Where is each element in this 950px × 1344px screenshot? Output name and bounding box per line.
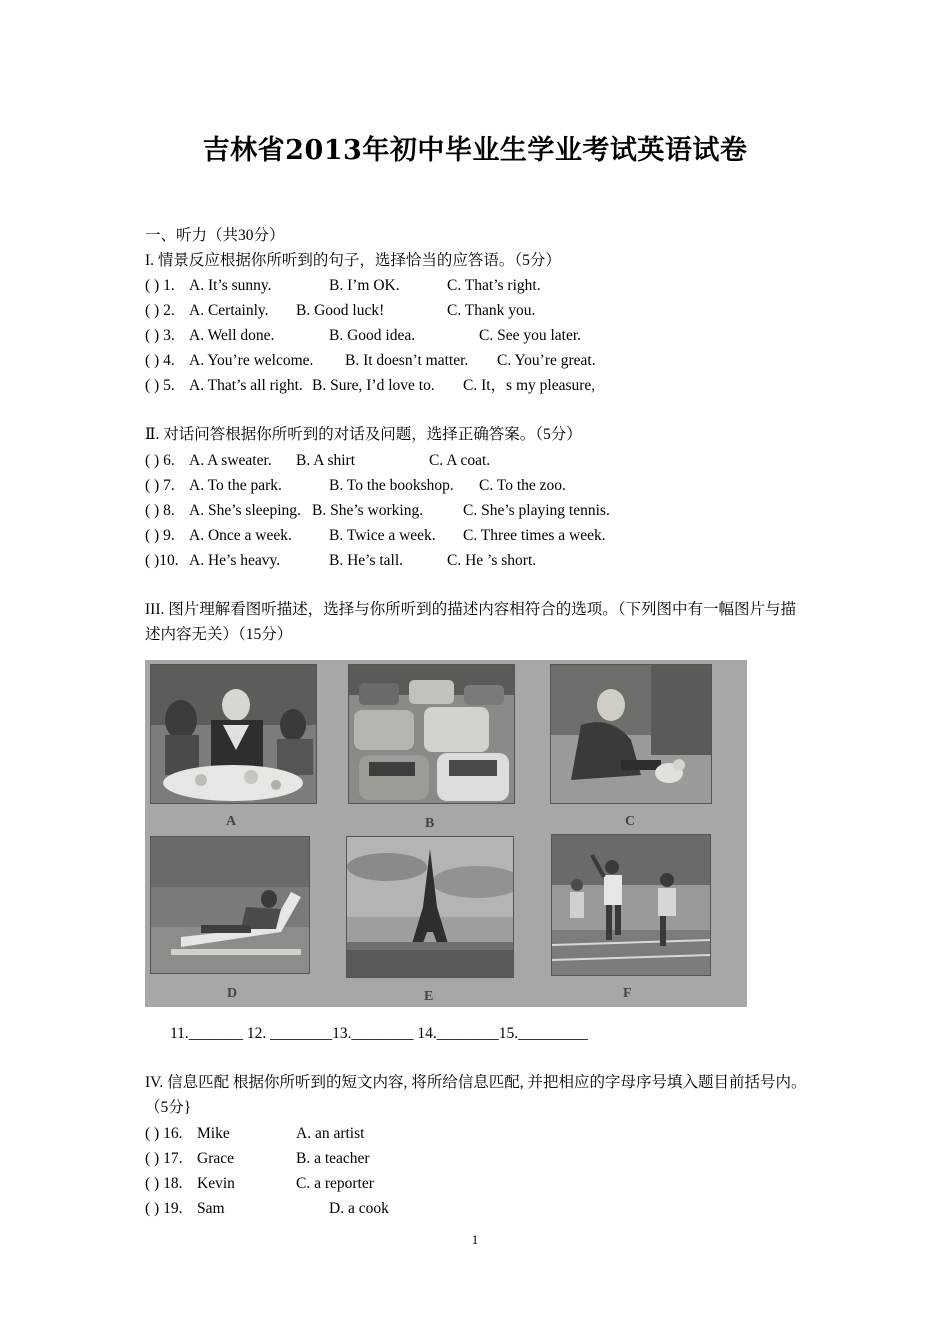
section-listening-heading: 一、听力（共30分） xyxy=(145,227,285,244)
question-3: ( ) 3. A. Well done. B. Good idea. C. See you later. xyxy=(145,327,582,344)
photo-label-c: C xyxy=(625,814,636,829)
question-8: ( ) 8. A. She’s sleeping. B. She’s working. C. She’s playing tennis. xyxy=(145,502,610,519)
question-2: ( ) 2. A. Certainly. B. Good luck! C. Thank you. xyxy=(145,302,536,319)
photo-e-eiffel-tower xyxy=(346,836,514,978)
match-row-16: ( ) 16. Mike A. an artist xyxy=(145,1125,365,1142)
page-title: 吉林省2013年初中毕业生学业考试英语试卷 xyxy=(202,135,748,166)
photo-a-dinner xyxy=(150,664,317,804)
question-5: ( ) 5. A. That’s all right. B. Sure, I’d love to. C. It，s my pleasure, xyxy=(145,377,596,394)
question-10: ( )10. A. He’s heavy. B. He’s tall. C. He ’s short. xyxy=(145,552,537,569)
question-6: ( ) 6. A. A sweater. B. A shirt C. A coat. xyxy=(145,452,491,469)
photo-b-traffic xyxy=(348,664,515,804)
photo-label-a: A xyxy=(226,814,237,829)
part4-heading: IV. 信息匹配 根据你所听到的短文内容, 将所给信息匹配, 并把相应的字母序号填入题目前括号内。（5分} xyxy=(145,1074,807,1116)
photo-label-f: F xyxy=(623,986,632,1001)
answer-blanks-11-15: 11._______ 12. ________13.________ 14.________15._________ xyxy=(170,1025,588,1042)
part2-heading: Ⅱ. 对话问答根据你所听到的对话及问题，选择正确答案。（5分） xyxy=(145,426,582,443)
photo-d-beach xyxy=(150,836,310,974)
match-row-18: ( ) 18. Kevin C. a reporter xyxy=(145,1175,374,1192)
question-4: ( ) 4. A. You’re welcome. B. It doesn’t matter. C. You’re great. xyxy=(145,352,596,369)
photo-f-race xyxy=(551,834,711,976)
photo-c-pet xyxy=(550,664,712,804)
part3-heading: III. 图片理解看图听描述，选择与你所听到的描述内容相符合的选项。（下列图中有一幅图片与描述内容无关）（15分） xyxy=(145,601,796,643)
question-1: ( ) 1. A. It’s sunny. B. I’m OK. C. That’s right. xyxy=(145,277,541,294)
photo-label-b: B xyxy=(425,816,435,831)
match-row-19: ( ) 19. Sam D. a cook xyxy=(145,1200,389,1217)
picture-panel xyxy=(145,660,747,1007)
photo-label-e: E xyxy=(424,989,434,1004)
match-row-17: ( ) 17. Grace B. a teacher xyxy=(145,1150,370,1167)
question-7: ( ) 7. A. To the park. B. To the bookshop. C. To the zoo. xyxy=(145,477,566,494)
photo-label-d: D xyxy=(227,986,238,1001)
page-number: 1 xyxy=(471,1232,479,1247)
part1-heading: I. 情景反应根据你所听到的句子，选择恰当的应答语。（5分） xyxy=(145,252,561,269)
question-9: ( ) 9. A. Once a week. B. Twice a week. C. Three times a week. xyxy=(145,527,606,544)
